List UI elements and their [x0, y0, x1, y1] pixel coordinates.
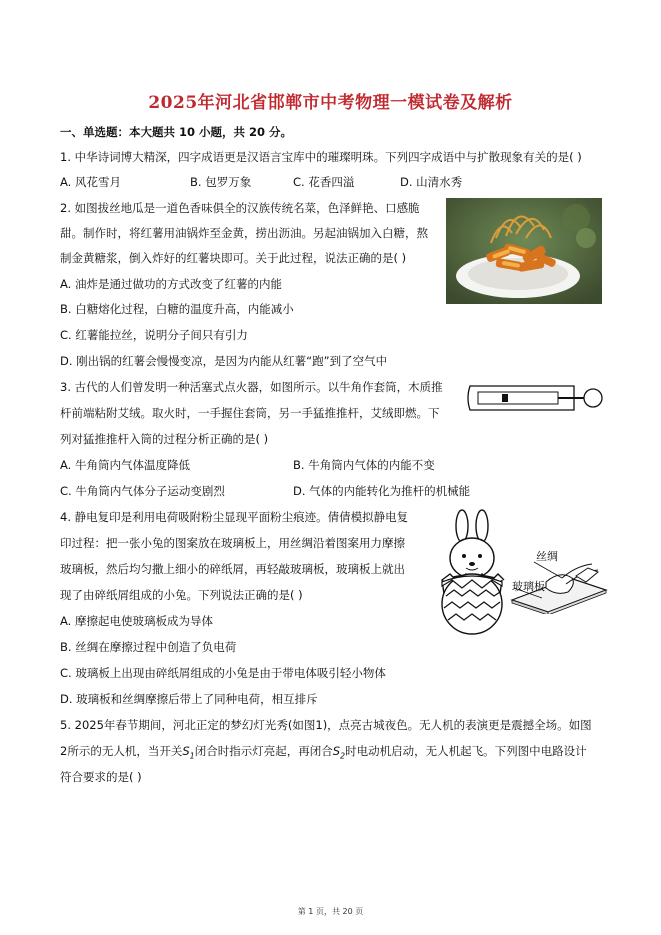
q4-stem-line-1: 4. 静电复印是利用电荷吸附粉尘显现平面粉尘痕迹。倩倩模拟静电复 — [60, 510, 409, 524]
q2-option-a: A. 油炸是通过做功的方式改变了红薯的内能 — [60, 277, 282, 291]
q1-stem: 1. 中华诗词博大精深，四字成语更是汉语言宝库中的璀璨明珠。下列四字成语中与扩散现象有关的是( ) — [60, 150, 582, 164]
page-footer: 第 1 页，共 20 页 — [297, 907, 364, 916]
q1-option-c: C. 花香四溢 — [293, 175, 355, 189]
q3-option-a: A. 牛角筒内气体温度降低 — [60, 458, 190, 472]
q1-option-d: D. 山清水秀 — [400, 175, 463, 189]
q3-stem-line-3: 列对猛推推杆入筒的过程分析正确的是( ) — [60, 432, 269, 446]
q3-stem-line-1: 3. 古代的人们曾发明一种活塞式点火器，如图所示。以牛角作套筒，木质推 — [60, 380, 443, 394]
q5-text-c: 时电动机启动，无人机起飞。下列图中电路设计 — [345, 744, 587, 758]
q4-stem-line-4: 现了由碎纸屑组成的小兔。下列说法正确的是( ) — [60, 588, 303, 602]
q3-option-c: C. 牛角筒内气体分子运动变剧烈 — [60, 484, 225, 498]
q1-option-a: A. 风花雪月 — [60, 175, 121, 189]
q4-stem-line-3: 玻璃板，然后均匀撒上细小的碎纸屑，再轻敲玻璃板，玻璃板上就出 — [60, 562, 405, 576]
section-heading: 一、单选题：本大题共 10 小题，共 20 分。 — [60, 125, 293, 139]
sweet-potato-photo — [446, 198, 602, 304]
q2-stem-line-3: 制金黄糖浆，倒入炸好的红薯块即可。关于此过程，说法正确的是( ) — [60, 251, 407, 265]
q3-option-d: D. 气体的内能转化为推杆的机械能 — [293, 484, 471, 498]
q2-stem-line-1: 2. 如图拔丝地瓜是一道色香味俱全的汉族传统名菜，色泽鲜艳、口感脆 — [60, 201, 420, 215]
q5-stem-line-1: 5. 2025年春节期间，河北正定的梦幻灯光秀(如图1)，点亮古城夜色。无人机的表演更是震撼全场。如图 — [60, 718, 592, 732]
q4-option-c: C. 玻璃板上出现由碎纸屑组成的小兔是由于带电体吸引轻小物体 — [60, 666, 386, 680]
piston-igniter-diagram — [466, 378, 606, 418]
silk-rubbing-glass-diagram — [506, 548, 610, 614]
q5-stem-line-3: 符合要求的是( ) — [60, 770, 142, 784]
switch-s2-symbol: $S_2$ — [332, 744, 346, 761]
q4-stem-line-2: 印过程：把一张小兔的图案放在玻璃板上，用丝绸沿着图案用力摩擦 — [60, 536, 405, 550]
q3-option-b: B. 牛角筒内气体的内能不变 — [293, 458, 435, 472]
q3-stem-line-2: 杆前端粘附艾绒。取火时，一手握住套筒，另一手猛推推杆，艾绒即燃。下 — [60, 406, 440, 420]
q1-option-b: B. 包罗万象 — [190, 175, 252, 189]
q4-option-b: B. 丝绸在摩擦过程中创造了负电荷 — [60, 640, 237, 654]
silk-label — [536, 550, 558, 563]
q5-text-b: 闭合时指示灯亮起，再闭合 — [194, 744, 333, 758]
q2-option-c: C. 红薯能拉丝，说明分子间只有引力 — [60, 328, 248, 342]
svg-text:丝绸: 丝绸 — [536, 550, 558, 563]
glass-label — [512, 579, 545, 593]
svg-text:玻璃板: 玻璃板 — [512, 580, 545, 593]
q5-stem-line-2 — [60, 744, 587, 763]
switch-s1-symbol: $S_1$ — [182, 744, 195, 761]
q2-stem-line-2: 甜。制作时，将红薯用油锅炸至金黄，捞出沥油。另起油锅加入白糖，熬 — [60, 226, 428, 240]
q5-text-a: 2所示的无人机，当开关 — [60, 744, 183, 758]
q4-option-d: D. 玻璃板和丝绸摩擦后带上了同种电荷，相互排斥 — [60, 692, 318, 706]
q2-option-d: D. 刚出锅的红薯会慢慢变凉，是因为内能从红薯“跑”到了空气中 — [60, 354, 388, 368]
page-title: 2025年河北省邯郸市中考物理一模试卷及解析 — [148, 93, 513, 113]
q2-option-b: B. 白糖熔化过程，白糖的温度升高，内能减小 — [60, 302, 294, 316]
bunny-egg-drawing — [428, 508, 518, 638]
q4-option-a: A. 摩擦起电使玻璃板成为导体 — [60, 614, 213, 628]
